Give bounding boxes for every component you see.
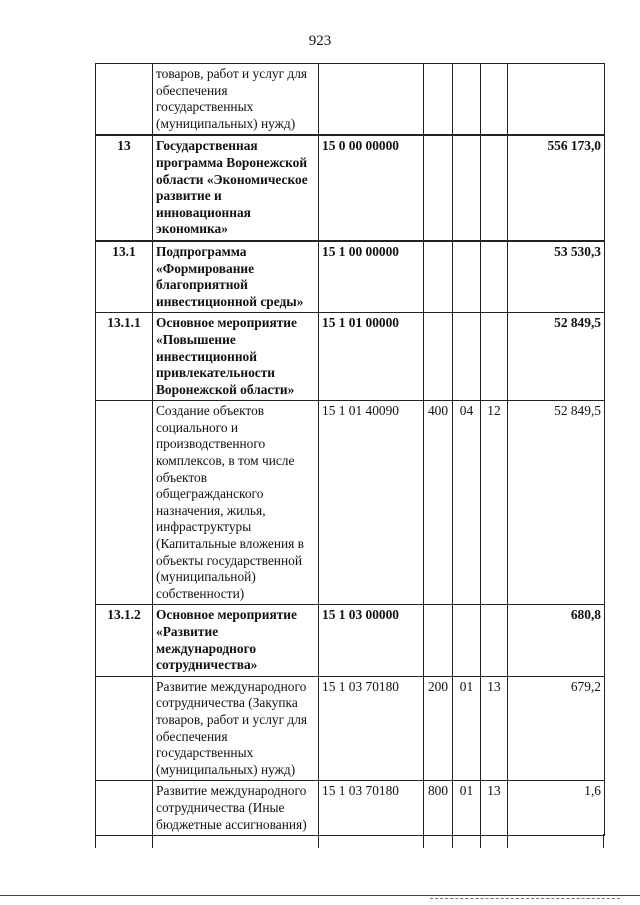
row-name-cell: Подпрограмма «Формирование благоприятной инвестиционной среды» <box>153 241 319 313</box>
expense-type-cell <box>424 313 453 401</box>
target-code-cell: 15 0 00 00000 <box>319 135 424 241</box>
table-row <box>96 241 605 313</box>
subsection-code-cell <box>481 241 508 313</box>
table-row <box>96 135 605 241</box>
amount-cell: 53 530,3 <box>508 241 605 313</box>
amount-cell: 52 849,5 <box>508 313 605 401</box>
table-row <box>96 64 605 136</box>
subsection-code-cell: 13 <box>481 781 508 836</box>
page-number: 923 <box>308 33 332 49</box>
subsection-code-cell <box>481 135 508 241</box>
footer-dashed-rule <box>430 898 620 899</box>
section-code-cell <box>453 64 481 136</box>
section-code-cell <box>453 241 481 313</box>
table-row <box>96 401 605 605</box>
expense-type-cell <box>424 605 453 676</box>
row-number-cell: 13.1.1 <box>96 313 153 401</box>
expense-type-cell <box>424 64 453 136</box>
section-code-cell <box>453 313 481 401</box>
subsection-code-cell <box>481 64 508 136</box>
target-code-cell: 15 1 03 70180 <box>319 781 424 836</box>
section-code-cell: 01 <box>453 781 481 836</box>
row-number-cell <box>96 401 153 605</box>
row-number-cell <box>96 781 153 836</box>
budget-table <box>95 63 605 836</box>
table-row <box>96 676 605 781</box>
amount-cell: 556 173,0 <box>508 135 605 241</box>
row-name-cell: Создание объектов социального и производственного комплексов, в том числе объектов общегражданского назначения, жилья, инфраструктуры (Капитальные вложения в объекты государственной (муниципальной) собственности) <box>153 401 319 605</box>
table-row <box>96 781 605 836</box>
row-number-cell: 13.1 <box>96 241 153 313</box>
table-continuation <box>95 834 604 848</box>
row-name-cell: товаров, работ и услуг для обеспечения государственных (муниципальных) нужд) <box>153 64 319 136</box>
section-code-cell <box>453 135 481 241</box>
subsection-code-cell <box>481 605 508 676</box>
section-code-cell: 04 <box>453 401 481 605</box>
row-number-cell: 13.1.2 <box>96 605 153 676</box>
row-number-cell <box>96 676 153 781</box>
amount-cell: 52 849,5 <box>508 401 605 605</box>
amount-cell: 679,2 <box>508 676 605 781</box>
target-code-cell: 15 1 03 00000 <box>319 605 424 676</box>
expense-type-cell <box>424 135 453 241</box>
subsection-code-cell <box>481 313 508 401</box>
row-name-cell: Развитие международного сотрудничества (Закупка товаров, работ и услуг для обеспечения государственных (муниципальных) нужд) <box>153 676 319 781</box>
section-code-cell <box>453 605 481 676</box>
expense-type-cell: 400 <box>424 401 453 605</box>
amount-cell <box>508 64 605 136</box>
expense-type-cell <box>424 241 453 313</box>
expense-type-cell: 200 <box>424 676 453 781</box>
amount-cell: 680,8 <box>508 605 605 676</box>
expense-type-cell: 800 <box>424 781 453 836</box>
subsection-code-cell: 13 <box>481 676 508 781</box>
row-number-cell: 13 <box>96 135 153 241</box>
footer-rule <box>0 895 640 896</box>
subsection-code-cell: 12 <box>481 401 508 605</box>
row-name-cell: Развитие международного сотрудничества (Иные бюджетные ассигнования) <box>153 781 319 836</box>
amount-cell: 1,6 <box>508 781 605 836</box>
table-row <box>96 605 605 676</box>
target-code-cell: 15 1 01 40090 <box>319 401 424 605</box>
target-code-cell <box>319 64 424 136</box>
target-code-cell: 15 1 03 70180 <box>319 676 424 781</box>
section-code-cell: 01 <box>453 676 481 781</box>
row-number-cell <box>96 64 153 136</box>
row-name-cell: Основное мероприятие «Развитие международного сотрудничества» <box>153 605 319 676</box>
target-code-cell: 15 1 01 00000 <box>319 313 424 401</box>
table-row <box>96 313 605 401</box>
row-name-cell: Основное мероприятие «Повышение инвестиционной привлекательности Воронежской области» <box>153 313 319 401</box>
row-name-cell: Государственная программа Воронежской области «Экономическое развитие и инновационная экономика» <box>153 135 319 241</box>
target-code-cell: 15 1 00 00000 <box>319 241 424 313</box>
